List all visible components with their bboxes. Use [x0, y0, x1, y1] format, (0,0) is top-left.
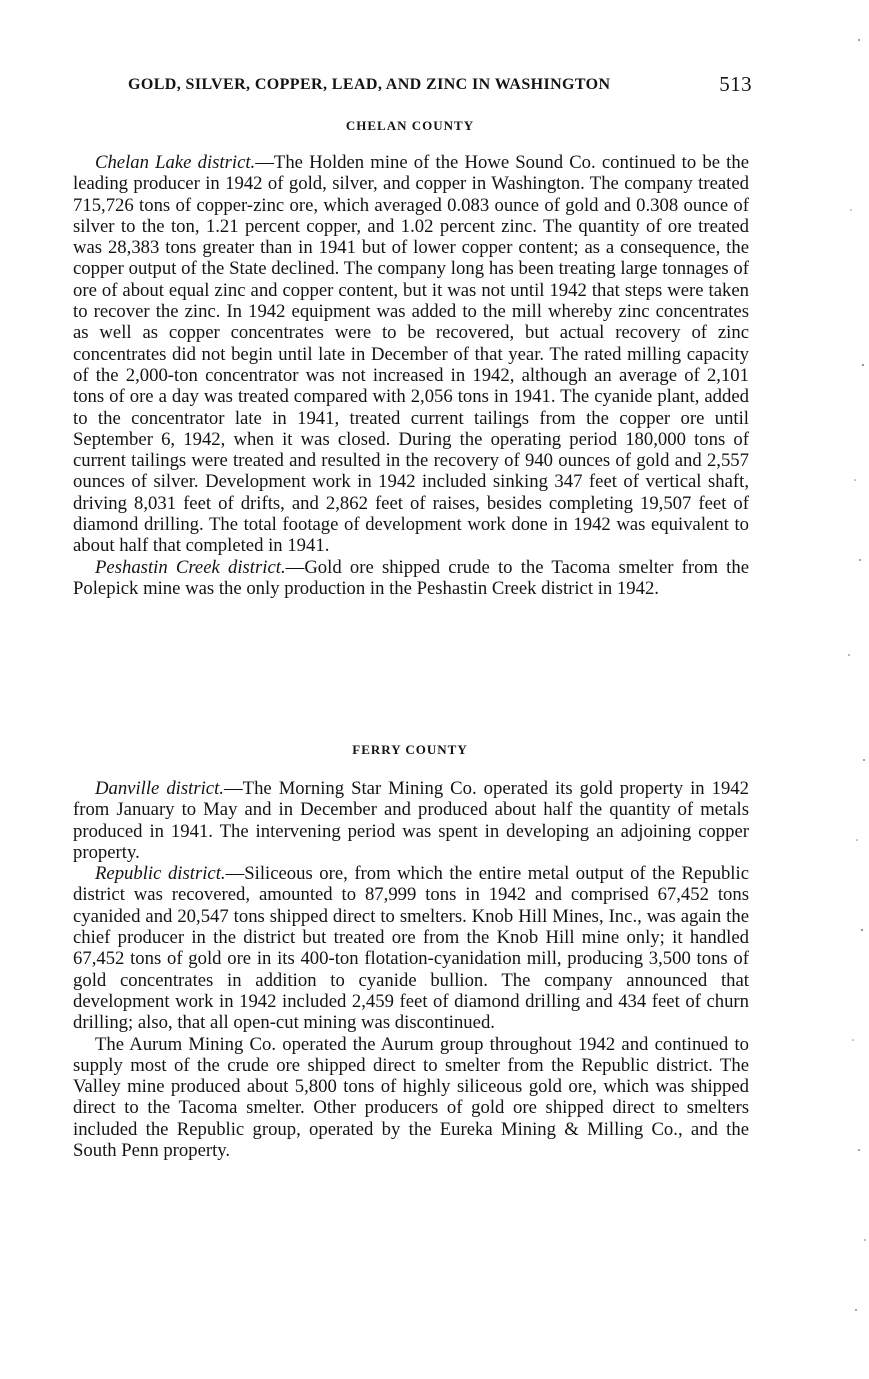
paragraph-republic-district [73, 863, 749, 1033]
district-name: Peshastin Creek district. [95, 556, 286, 578]
chelan-county-body [73, 152, 749, 599]
running-head [128, 72, 752, 98]
paragraph-chelan-lake-district [73, 152, 749, 557]
paragraph-text: —The Morning Star Mining Co. operated its gold property in 1942 from January to May and in December and produced about half the quantity of metals produced in 1941. The intervening period was spent in developing an adjoining copper property. [73, 778, 749, 863]
paragraph-danville-district [73, 778, 749, 863]
running-head-title: GOLD, SILVER, COPPER, LEAD, AND ZINC IN WASHINGTON [128, 76, 611, 93]
paragraph-text: —Gold ore shipped crude to the Tacoma smelter from the Polepick mine was the only production in the Peshastin Creek district in 1942. [73, 556, 750, 599]
district-name: Republic district. [95, 863, 226, 885]
paragraph-aurum-mining [73, 1034, 749, 1162]
section-heading-chelan-county: CHELAN COUNTY [345, 118, 475, 133]
paragraph-peshastin-creek-district [73, 557, 749, 600]
paragraph-text: —Siliceous ore, from which the entire metal output of the Republic district was recovered, amounted to 87,999 tons in 1942 and comprised 67,452 tons cyanided and 20,547 tons shipped direct to smelters. Knob Hill Mines, Inc., was again the chief producer in the district but treated ore from the Knob Hill mine only; it handled 67,452 tons of gold ore in its 400-ton flotation-cyanidation mill, producing 3,500 tons of gold concentrates in addition to cyanide bullion. The company announced that development work in 1942 included 2,459 feet of diamond drilling and 434 feet of churn drilling; also, that all open-cut mining was discontinued. [73, 863, 749, 1034]
paragraph-text: —The Holden mine of the Howe Sound Co. continued to be the leading producer in 1942 of gold, silver, and copper in Washington. The company treated 715,726 tons of copper-zinc ore, which averaged 0.083 ounce of gold and 0.308 ounce of silver to the ton, 1.21 percent copper, and 1.02 percent zinc. The quantity of ore treated was 28,383 tons greater than in 1941 but of lower copper content; as a consequence, the copper output of the State declined. The company long has been treating large tonnages of ore of about equal zinc and copper content, but it was not until 1942 that steps were taken to recover the zinc. In 1942 equipment was added to the mill whereby zinc concentrates as well as copper concentrates were to be recovered, but actual recovery of zinc concentrates did not begin until late in December of that year. The rated milling capacity of the 2,000-ton concentrator was not increased in 1942, although an average of 2,101 tons of ore a day was treated compared with 2,056 tons in 1941. The cyanide plant, added to the concentrator late in 1941, treated current tailings from the copper ore until September 6, 1942, when it was closed. During the operating period 180,000 tons of current tailings were treated and resulted in the recovery of 940 ounces of gold and 2,557 ounces of silver. Development work in 1942 included sinking 347 feet of vertical shaft, driving 8,031 feet of drifts, and 2,862 feet of raises, besides completing 19,507 feet of diamond drilling. The total footage of development work done in 1942 was equivalent to about half that completed in 1941. [73, 152, 749, 557]
district-name: Chelan Lake district. [95, 152, 256, 173]
page-number: 513 [719, 72, 752, 96]
ferry-county-body [73, 778, 749, 1161]
paragraph-text: The Aurum Mining Co. operated the Aurum group throughout 1942 and continued to supply most of the crude ore shipped direct to smelter from the Republic district. The Valley mine produced about 5,800 tons of highly siliceous gold ore, which was shipped direct to the Tacoma smelter. Other producers of gold ore shipped direct to smelters included the Republic group, operated by the Eureka Mining & Milling Co., and the South Penn property. [73, 1033, 749, 1162]
district-name: Danville district. [95, 778, 224, 799]
scan-edge-specks [829, 0, 869, 1379]
section-heading-ferry-county: FERRY COUNTY [352, 742, 468, 757]
